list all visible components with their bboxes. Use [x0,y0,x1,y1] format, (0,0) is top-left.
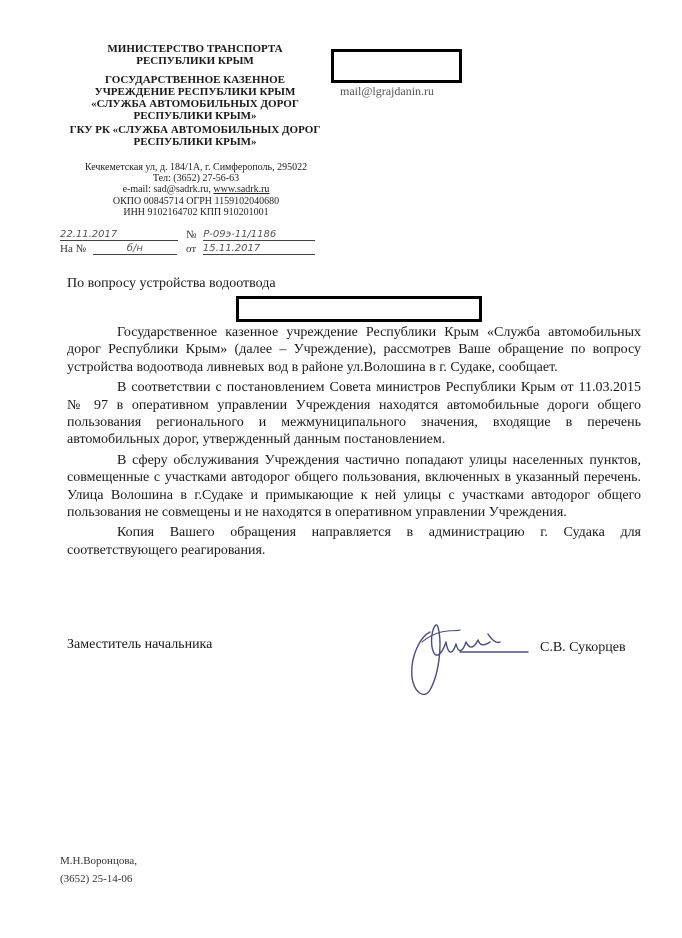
ministry-line-2: РЕСПУБЛИКИ КРЫМ [136,55,254,67]
reply-date [186,242,315,255]
address: Кечкеметская ул, д. 184/1А, г. Симферополь, 295022 [84,162,308,173]
institution-line-2: УЧРЕЖДЕНИЕ РЕСПУБЛИКИ КРЫМ [94,86,296,98]
paragraph-1: Государственное казенное учреждение Республики Крым «Служба автомобильных дорог Республики Крым» (далее – Учреждение), рассмотрев Ваше обращение по вопросу устройства водоотвода ливневых вод в районе ул.Волошина в г. Судаке, сообщает. [67,325,641,375]
institution-line-3: «СЛУЖБА АВТОМОБИЛЬНЫХ ДОРОГ [91,98,299,110]
from-label: от [186,243,197,255]
reply-label: На № [60,243,87,255]
paragraph-2: В соответствии с постановлением Совета министров Республики Крым от 11.03.2015 № 97 в оперативном управлении Учреждения находятся автомобильные дороги общего пользования регионального и межмуниципального значения, входящие в перечень автомобильных дорог, утвержденный данным постановлением. [67,380,641,448]
inn-kpp: ИНН 9102164702 КПП 910201001 [123,206,269,218]
institution-line-4: РЕСПУБЛИКИ КРЫМ» [133,110,257,122]
redaction-box-recipient [331,49,462,83]
website-link: www.sadrk.ru [213,184,270,196]
okpo-ogrn: ОКПО 00845714 ОГРН 1159102040680 [112,195,280,207]
signatory-position: Заместитель начальника [67,637,213,652]
institution-header [60,74,330,122]
registration-number [186,228,315,241]
signatory-name: С.В. Сукорцев [540,640,626,655]
executor-name: М.Н.Воронцова, [60,855,138,867]
reply-reference [60,242,177,255]
handwritten-signature [400,612,530,712]
paragraph-3: В сферу обслуживания Учреждения частично попадают улицы населенных пунктов, совмещенные с участками автодорог общего пользования, включенных в указанный перечень. Улица Волошина в г.Судаке и примыкающие к ней улицы с участками автодорог общего пользования не совмещены и не находятся в оперативном управлении Учреждения. [67,452,641,521]
from-date-handwritten: 15.11.2017 [202,243,261,254]
short-name-line-2: РЕСПУБЛИКИ КРЫМ» [133,136,257,148]
registration-date [60,228,178,241]
short-name-header [60,124,330,148]
phone: Тел: (3652) 27-56-63 [152,173,240,185]
recipient-email: mail@lgrajdanin.ru [340,84,435,98]
letter-body [67,324,641,559]
number-handwritten: Р-09э-11/1186 [203,229,277,240]
email-prefix: e-mail: sad@sadrk.ru, [122,184,214,196]
institution-line-1: ГОСУДАРСТВЕННОЕ КАЗЕННОЕ [104,74,286,86]
redaction-box-addressee [236,296,482,322]
paragraph-4: Копия Вашего обращения направляется в администрацию г. Судака для соответствующего реагирования. [67,525,641,558]
executor-block [60,852,137,888]
ministry-header [60,43,330,67]
executor-phone: (3652) 25-14-06 [60,873,133,885]
email-line [60,184,332,195]
ministry-line-1: МИНИСТЕРСТВО ТРАНСПОРТА [107,43,283,55]
subject-line: По вопросу устройства водоотвода [67,276,276,291]
reply-number-handwritten: б/н [126,243,143,254]
date-handwritten: 22.11.2017 [60,229,118,240]
number-label: № [186,229,197,241]
contact-block [60,162,332,218]
short-name-line-1: ГКУ РК «СЛУЖБА АВТОМОБИЛЬНЫХ ДОРОГ [69,124,321,136]
